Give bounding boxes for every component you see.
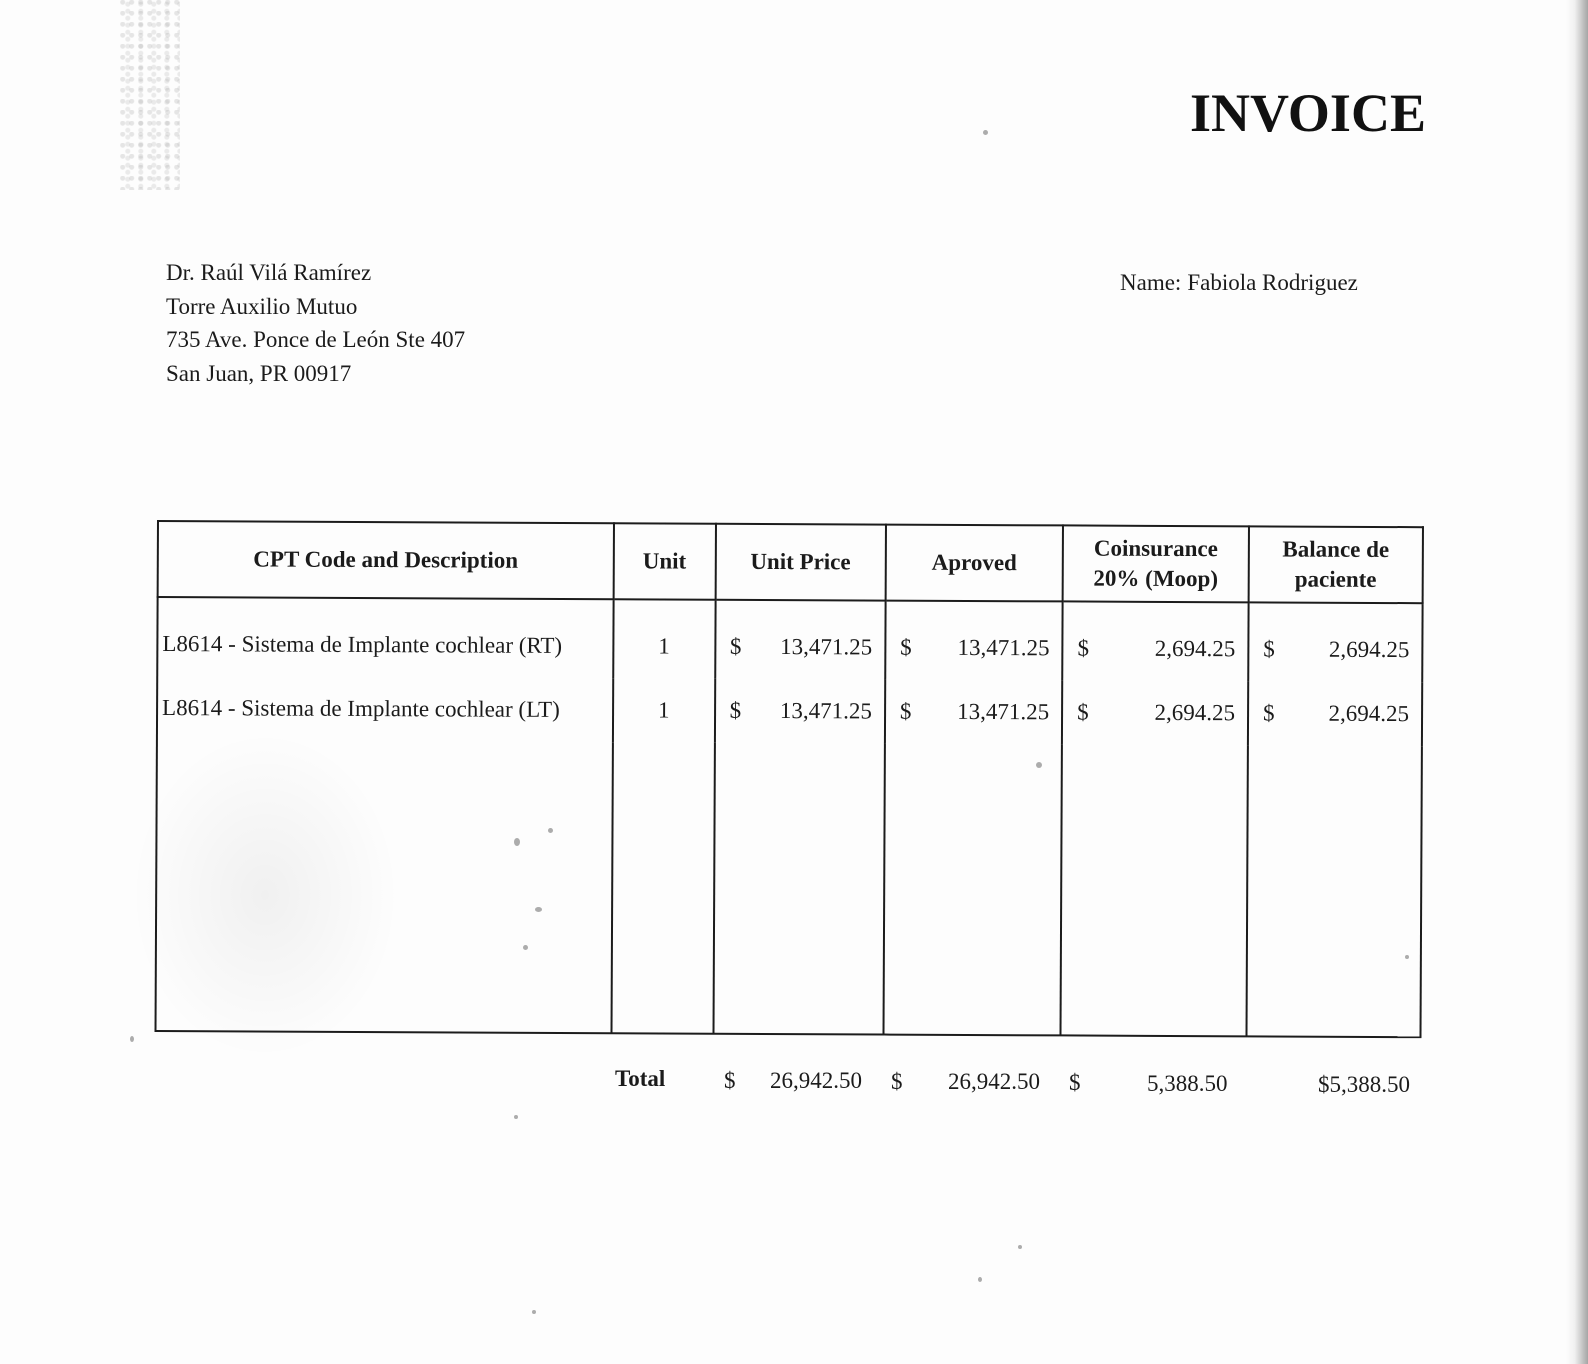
header-approved: Aproved: [885, 525, 1063, 602]
currency-symbol: $: [729, 633, 742, 659]
scan-speck: [535, 907, 542, 912]
total-label: Total: [615, 1066, 666, 1091]
table-row: [157, 597, 1422, 682]
scan-speck: [523, 945, 528, 950]
row-balance: [1248, 681, 1422, 746]
table-header-row: [158, 521, 1423, 603]
header-balance-line2: paciente: [1294, 566, 1377, 592]
provider-street: 735 Ave. Ponce de León Ste 407: [166, 327, 466, 352]
total-unit-price: 26,942.50: [770, 1068, 862, 1093]
empty-cell: [883, 744, 1062, 1036]
row-description: L8614 - Sistema de Implante cochlear (LT): [157, 676, 613, 742]
row-approved: [885, 601, 1063, 681]
scan-speck: [514, 1115, 518, 1119]
scan-noise: [120, 0, 180, 190]
header-unit: Unit: [613, 523, 715, 599]
currency-symbol: $: [1263, 636, 1275, 662]
row-unit: 1: [613, 599, 715, 678]
currency-symbol: $: [1262, 700, 1275, 726]
empty-cell: [611, 742, 714, 1033]
empty-cell: [713, 743, 885, 1035]
balance-value: 2,694.25: [1328, 700, 1410, 727]
totals-row: [0, 1066, 1588, 1106]
currency-symbol: $: [729, 697, 742, 723]
invoice-items-table: [154, 520, 1423, 1038]
total-balance: $5,388.50: [1318, 1072, 1410, 1097]
row-unit-price: [715, 600, 886, 680]
row-approved: [885, 680, 1063, 745]
unit-price-value: 13,471.25: [779, 698, 872, 724]
patient-name-value: Fabiola Rodriguez: [1187, 270, 1358, 295]
scan-speck: [514, 838, 520, 846]
balance-value: 2,694.25: [1328, 636, 1410, 663]
currency-symbol: $: [1077, 699, 1089, 725]
patient-name-block: [1120, 270, 1358, 296]
scan-speck: [532, 1310, 536, 1314]
header-balance: [1249, 526, 1423, 603]
scan-speck: [1018, 1245, 1022, 1249]
patient-name-label: Name:: [1120, 270, 1182, 295]
scan-speck: [1405, 955, 1409, 959]
currency-symbol: $: [1077, 635, 1090, 661]
coinsurance-value: 2,694.25: [1154, 635, 1236, 662]
provider-city: San Juan, PR 00917: [166, 360, 352, 386]
row-unit: 1: [613, 678, 715, 742]
table-empty-row: [156, 740, 1422, 1037]
header-coinsurance-line2: 20% (Moop): [1093, 565, 1219, 592]
empty-cell: [1246, 745, 1422, 1037]
header-balance-line1: Balance de: [1282, 536, 1390, 563]
scan-edge-shadow: [1566, 0, 1588, 1364]
scan-speck: [978, 1277, 982, 1282]
header-unit-price: Unit Price: [715, 524, 886, 601]
currency-symbol: $: [900, 634, 912, 660]
table-row: [157, 676, 1422, 746]
approved-value: 13,471.25: [957, 634, 1050, 661]
unit-price-value: 13,471.25: [780, 634, 873, 660]
total-coinsurance: 5,388.50: [1147, 1071, 1228, 1096]
approved-value: 13,471.25: [957, 698, 1050, 725]
scan-speck: [130, 1036, 134, 1042]
empty-cell: [156, 740, 613, 1033]
currency-symbol: $: [724, 1068, 736, 1093]
row-coinsurance: [1062, 601, 1248, 681]
header-coinsurance-line1: Coinsurance: [1093, 535, 1218, 562]
invoice-title: INVOICE: [1190, 83, 1426, 143]
header-coinsurance: [1063, 525, 1249, 602]
row-description: L8614 - Sistema de Implante cochlear (RT): [157, 597, 613, 678]
row-balance: [1248, 602, 1422, 682]
total-approved: 26,942.50: [948, 1069, 1040, 1094]
coinsurance-value: 2,694.25: [1154, 699, 1236, 726]
currency-symbol: $: [891, 1069, 903, 1094]
row-unit-price: [714, 679, 885, 744]
provider-address: [166, 256, 465, 390]
currency-symbol: $: [899, 698, 912, 724]
empty-cell: [1061, 744, 1248, 1036]
provider-building: Torre Auxilio Mutuo: [166, 293, 358, 319]
row-coinsurance: [1062, 680, 1248, 745]
provider-name: Dr. Raúl Vilá Ramírez: [166, 260, 372, 285]
scan-speck: [1036, 762, 1042, 768]
scan-speck: [983, 130, 988, 135]
currency-symbol: $: [1069, 1070, 1081, 1095]
header-description: CPT Code and Description: [158, 521, 614, 599]
scan-speck: [548, 828, 553, 833]
